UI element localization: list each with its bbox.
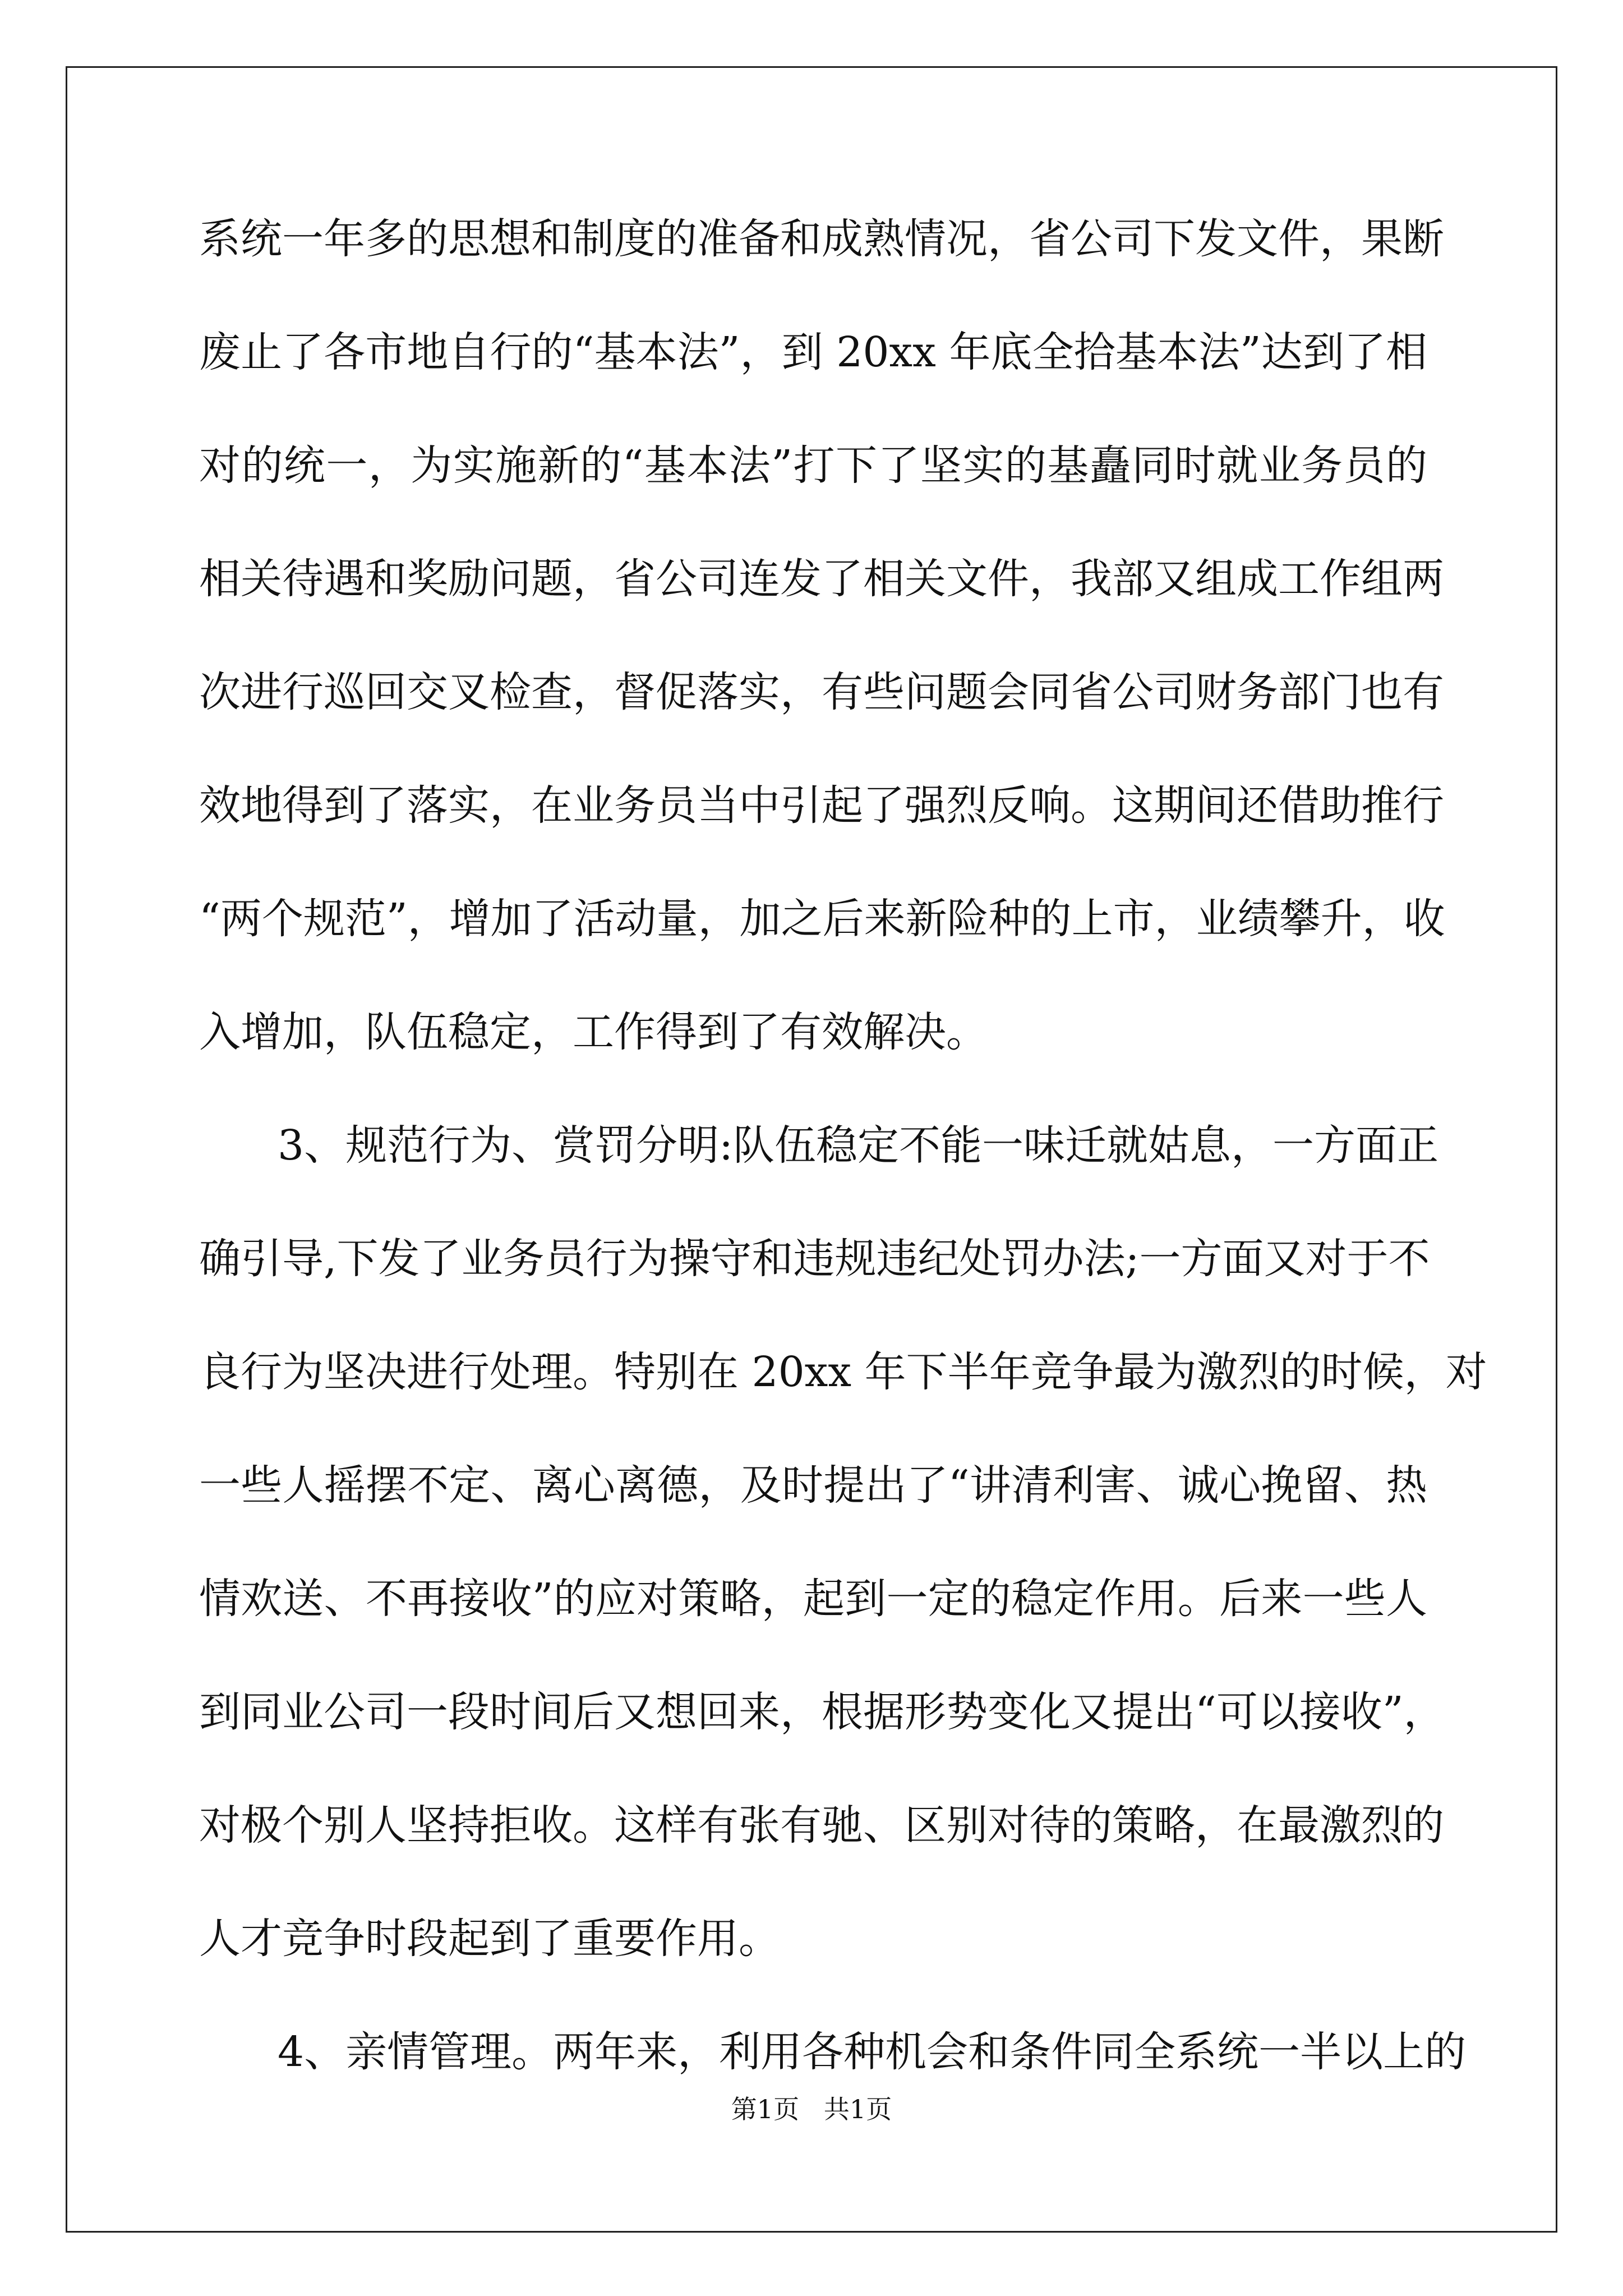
text-line: 入增加，队伍稳定，工作得到了有效解决。 [199, 1008, 988, 1056]
text-line: 到同业公司一段时间后又想回来，根据形势变化又提出“可以接收”， [199, 1688, 1445, 1736]
text-line: 确引导,下发了业务员行为操守和违规违纪处罚办法;一方面又对于不 [199, 1235, 1430, 1283]
text-line: 废止了各市地自行的“基本法”，到 20xx 年底全拾基本法”达到了相 [199, 328, 1427, 376]
text-line: “两个规范”，增加了活动量，加之后来新险种的上市，业绩攀升，收 [199, 895, 1445, 943]
text-line: 次进行巡回交叉检查，督促落实，有些问题会同省公司财务部门也有 [199, 668, 1444, 716]
text-line: 对极个别人坚持拒收。这样有张有驰、区别对待的策略，在最激烈的 [199, 1801, 1444, 1849]
text-line: 系统一年多的思想和制度的准备和成熟情况，省公司下发文件，果断 [199, 215, 1444, 263]
text-line: 对的统一，为实施新的“基本法”打下了坚实的基矗同时就业务员的 [199, 441, 1427, 490]
text-line: 一些人摇摆不定、离心离德，及时提出了“讲清利害、诚心挽留、热 [199, 1461, 1427, 1510]
page-number-footer: 第1页 共1页 [731, 2094, 892, 2124]
text-line: 情欢送、不再接收”的应对策略，起到一定的稳定作用。后来一些人 [199, 1575, 1427, 1623]
text-line: 效地得到了落实，在业务员当中引起了强烈反响。这期间还借助推行 [199, 781, 1444, 830]
text-line: 人才竞争时段起到了重要作用。 [199, 1915, 780, 1963]
paragraph-4-start: 4、亲情管理。两年来，利用各种机会和条件同全系统一半以上的 [278, 2028, 1467, 2076]
document-body [199, 182, 1487, 2109]
text-line: 良行为坚决进行处理。特别在 20xx 年下半年竞争最为激烈的时候，对 [199, 1348, 1487, 1396]
text-line: 相关待遇和奖励问题，省公司连发了相关文件，我部又组成工作组两 [199, 555, 1444, 603]
paragraph-3-start: 3、规范行为、赏罚分明:队伍稳定不能一味迁就姑息，一方面正 [278, 1121, 1439, 1170]
